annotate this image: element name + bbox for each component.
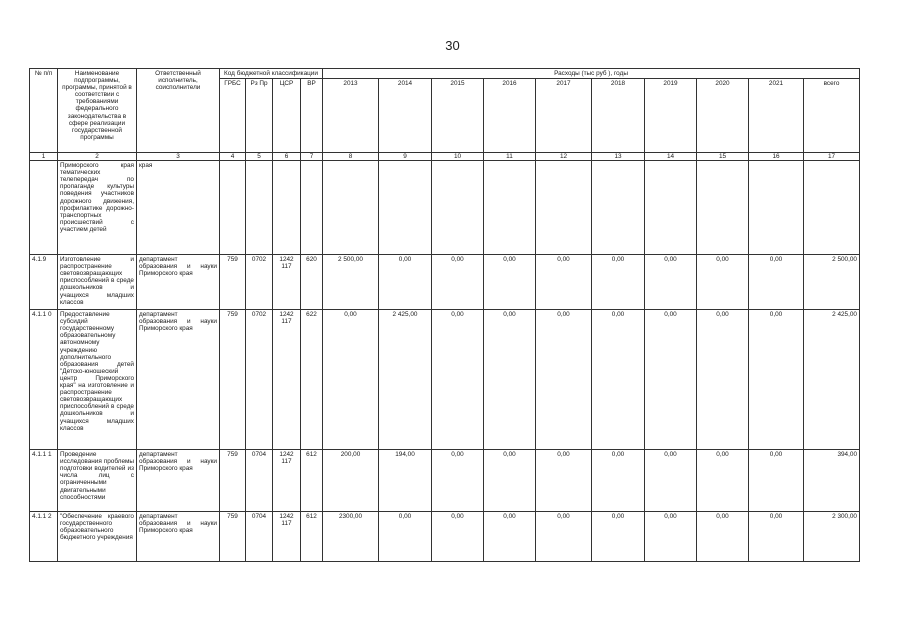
row-number: 4.1.1 2 (30, 512, 58, 562)
row-value: 0,00 (592, 512, 645, 562)
header-year-2013: 2013 (323, 79, 379, 153)
row-value (645, 161, 697, 255)
row-value: 0,00 (749, 255, 804, 310)
column-number: 1 (30, 153, 58, 161)
row-total: 394,00 (804, 450, 860, 512)
table-row (30, 161, 860, 255)
row-value (484, 161, 536, 255)
row-executor: края (137, 161, 220, 255)
header-grbs: ГРБС (220, 79, 246, 153)
header-year-2018: 2018 (592, 79, 645, 153)
row-vr: 620 (301, 255, 323, 310)
row-value: 0,00 (484, 450, 536, 512)
row-value (592, 161, 645, 255)
row-name: Проведение исследования проблемы подготовки водителей из числа лиц с ограниченными двигательными способностями (58, 450, 137, 512)
header-col-name: Наименование подпрограммы, программы, принятой в соответствии с требованиями федерального законодательства в сфере реализации государственной программы (58, 69, 137, 153)
column-number-row (30, 153, 860, 161)
column-number: 16 (749, 153, 804, 161)
column-number: 3 (137, 153, 220, 161)
row-csr (273, 161, 301, 255)
table-row (30, 310, 860, 450)
row-grbs: 759 (220, 310, 246, 450)
row-name: Предоставление субсидий государственному образовательному автономному учреждению дополнительного образования детей "Детско-юношеский центр Приморского края" на изготовление и распространение световозвращающих приспособлений в среде дошкольников и учащихся младших классов (58, 310, 137, 450)
header-total: всего (804, 79, 860, 153)
column-number: 10 (432, 153, 484, 161)
row-value: 0,00 (697, 450, 749, 512)
row-value: 0,00 (645, 255, 697, 310)
column-number: 7 (301, 153, 323, 161)
row-value: 0,00 (432, 450, 484, 512)
row-executor: департамент образования и науки Приморского края (137, 450, 220, 512)
header-col-executor: Ответственный исполнитель, соисполнители (137, 69, 220, 153)
budget-table (29, 68, 860, 562)
row-value: 0,00 (536, 512, 592, 562)
header-rzpr: Рз Пр (246, 79, 273, 153)
row-value (432, 161, 484, 255)
row-value (697, 161, 749, 255)
row-grbs: 759 (220, 450, 246, 512)
row-vr: 612 (301, 450, 323, 512)
row-rzpr: 0702 (246, 255, 273, 310)
row-csr: 1242 117 (273, 450, 301, 512)
row-value (323, 161, 379, 255)
row-number: 4.1.9 (30, 255, 58, 310)
row-value (379, 161, 432, 255)
row-value: 0,00 (592, 450, 645, 512)
page-number: 30 (445, 38, 460, 53)
row-value: 0,00 (697, 255, 749, 310)
row-value: 0,00 (323, 310, 379, 450)
row-name: "Обеспечение краевого государственного образовательного бюджетного учреждения (58, 512, 137, 562)
row-value: 0,00 (379, 255, 432, 310)
row-value: 0,00 (536, 450, 592, 512)
row-value: 0,00 (484, 512, 536, 562)
row-value: 0,00 (379, 512, 432, 562)
row-value: 0,00 (592, 310, 645, 450)
row-value (536, 161, 592, 255)
row-value: 0,00 (432, 255, 484, 310)
row-grbs: 759 (220, 255, 246, 310)
header-year-2019: 2019 (645, 79, 697, 153)
row-executor: департамент образования и науки Приморского края (137, 512, 220, 562)
row-rzpr: 0702 (246, 310, 273, 450)
column-number: 14 (645, 153, 697, 161)
row-value: 194,00 (379, 450, 432, 512)
row-executor: департамент образования и науки Приморского края (137, 310, 220, 450)
row-executor: департамент образования и науки Приморского края (137, 255, 220, 310)
row-total (804, 161, 860, 255)
header-year-2016: 2016 (484, 79, 536, 153)
table-row (30, 512, 860, 562)
row-total: 2 500,00 (804, 255, 860, 310)
row-value: 0,00 (749, 310, 804, 450)
row-name: Приморского края тематических телепередач по пропаганде культуры поведения участников дорожного движения, профилактике дорожно-транспортных происшествий с участием детей (58, 161, 137, 255)
row-total: 2 425,00 (804, 310, 860, 450)
header-expense-group: Расходы (тыс руб ), годы (323, 69, 860, 79)
row-value: 0,00 (645, 512, 697, 562)
row-value: 0,00 (697, 310, 749, 450)
header-csr: ЦСР (273, 79, 301, 153)
row-value (749, 161, 804, 255)
row-rzpr (246, 161, 273, 255)
row-csr: 1242 117 (273, 255, 301, 310)
header-budget-group: Код бюджетной классификации (220, 69, 323, 79)
row-value: 0,00 (749, 450, 804, 512)
row-vr: 622 (301, 310, 323, 450)
header-col-no: № п/п (30, 69, 58, 153)
column-number: 17 (804, 153, 860, 161)
header-year-2021: 2021 (749, 79, 804, 153)
row-number: 4.1.1 1 (30, 450, 58, 512)
row-value: 2300,00 (323, 512, 379, 562)
row-rzpr: 0704 (246, 450, 273, 512)
row-number (30, 161, 58, 255)
row-csr: 1242 117 (273, 310, 301, 450)
row-value: 0,00 (697, 512, 749, 562)
header-year-2015: 2015 (432, 79, 484, 153)
row-grbs: 759 (220, 512, 246, 562)
row-total: 2 300,00 (804, 512, 860, 562)
column-number: 12 (536, 153, 592, 161)
column-number: 13 (592, 153, 645, 161)
row-value: 0,00 (645, 310, 697, 450)
row-vr (301, 161, 323, 255)
row-value: 0,00 (432, 512, 484, 562)
column-number: 9 (379, 153, 432, 161)
row-value: 2 500,00 (323, 255, 379, 310)
row-value: 0,00 (536, 310, 592, 450)
table-row (30, 450, 860, 512)
row-value: 0,00 (484, 310, 536, 450)
row-rzpr: 0704 (246, 512, 273, 562)
row-value: 0,00 (645, 450, 697, 512)
column-number: 8 (323, 153, 379, 161)
column-number: 15 (697, 153, 749, 161)
column-number: 5 (246, 153, 273, 161)
row-value: 2 425,00 (379, 310, 432, 450)
column-number: 6 (273, 153, 301, 161)
row-value: 0,00 (432, 310, 484, 450)
row-value: 0,00 (484, 255, 536, 310)
row-grbs (220, 161, 246, 255)
row-number: 4.1.1 0 (30, 310, 58, 450)
budget-table-container (29, 68, 860, 562)
row-value: 0,00 (536, 255, 592, 310)
header-year-2017: 2017 (536, 79, 592, 153)
row-value: 200,00 (323, 450, 379, 512)
row-csr: 1242 117 (273, 512, 301, 562)
row-value: 0,00 (592, 255, 645, 310)
column-number: 11 (484, 153, 536, 161)
column-number: 2 (58, 153, 137, 161)
header-year-2020: 2020 (697, 79, 749, 153)
table-row (30, 255, 860, 310)
row-value: 0,00 (749, 512, 804, 562)
header-vr: ВР (301, 79, 323, 153)
row-vr: 612 (301, 512, 323, 562)
header-year-2014: 2014 (379, 79, 432, 153)
column-number: 4 (220, 153, 246, 161)
header-row (30, 69, 860, 79)
row-name: Изготовление и распространение световозвращающих приспособлений в среде дошкольников и учащихся младших классов (58, 255, 137, 310)
